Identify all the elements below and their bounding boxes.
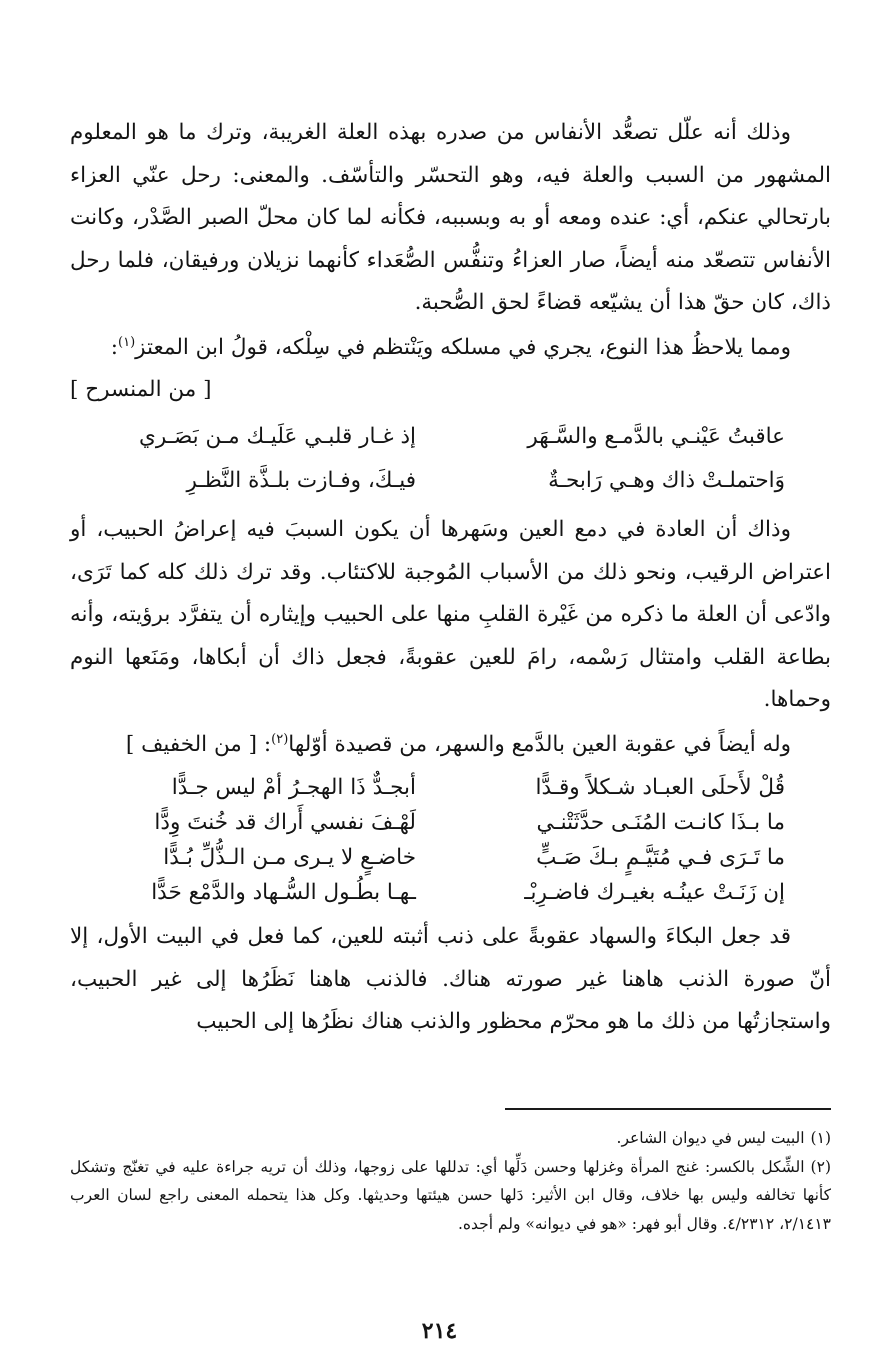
- verse: [70, 875, 831, 910]
- verse: [70, 415, 831, 459]
- poem-2: [70, 770, 831, 910]
- paragraph-3: وذاك أن العادة في دمع العين وسَهرها أن يكون السببَ فيه إعراضُ الحبيب، أو اعتراض الرقيب، ونحو ذلك من الأسباب المُوجبة للاكتئاب. وقد ترك ذلك كله كما تَرَى، وادّعى أن العلة ما ذكره من غَيْرة القلبِ منها على الحبيب وإيثاره أن يتفرَّد برؤيته، وأنه بطاعة القلب وامتثال رَسْمه، رامَ للعين عقوبةً، فجعل ذاك أن أبكاها، ومَنَعها النوم وحماها.: [70, 517, 831, 712]
- hemistich-second: ـهـا بطُـول السُّـهاد والدَّمْع حَدًّا: [151, 880, 416, 905]
- poem-1: [70, 415, 831, 503]
- footnote-ref-1[interactable]: (١): [118, 334, 136, 350]
- footnotes: [70, 1124, 831, 1238]
- main-text: [70, 112, 831, 1044]
- footnote-2: [70, 1153, 831, 1239]
- hemistich-first: وَاحتملـتْ ذاك وهـي رَابحـةٌ: [548, 468, 785, 493]
- footnote-divider: [505, 1108, 831, 1110]
- paragraph-2-colon: :: [110, 334, 119, 360]
- hemistich-first: إن زَنَـتْ عينُـه بغيـرك فاضـرِبْـ: [524, 880, 785, 905]
- paragraph-2: [70, 327, 831, 370]
- verse: [70, 770, 831, 805]
- meter-label-2: : [ من الخفيف ]: [125, 731, 272, 757]
- meter-label-text: [ من المنسرح ]: [70, 377, 212, 402]
- page-number: ٢١٤: [421, 1318, 458, 1344]
- footnote-text: البيت ليس في ديوان الشاعر.: [616, 1129, 805, 1147]
- paragraph-5: قد جعل البكاءَ والسهاد عقوبةً على ذنب أثبته للعين، كما فعل في البيت الأول، إلا أنّ صورة الذنب هاهنا غير صورته هناك. فالذنب هاهنا نَظَرُها إلى غير الحبيب، واستجازتُها من ذلك ما هو محرّم محظور والذنب هناك نظَرُها إلى الحبيب: [70, 924, 831, 1034]
- footnote-ref-2[interactable]: (٢): [271, 731, 289, 747]
- hemistich-second: خاضـعٍ لا يـرى مـن الـذُّلِّ بُـدًّا: [163, 845, 416, 870]
- hemistich-first: عاقبتُ عَيْنـي بالدَّمـع والسَّـهَر: [527, 424, 785, 449]
- paragraph-4-text: وله أيضاً في عقوبة العين بالدَّمع والسهر، من قصيدة أوّلها: [288, 731, 791, 757]
- hemistich-second: إذ غـار قلبـي عَلَيـك مـن بَصَـري: [139, 424, 416, 449]
- hemistich-first: ما بـذَا كانـت المُنَـى حدَّثَتْنـي: [536, 810, 785, 835]
- footnote-number: (٢): [810, 1157, 831, 1176]
- hemistich-second: فيـكَ، وفـازت بلـذَّة النَّظـرِ: [186, 468, 416, 493]
- footnote-text: الشِّكل بالكسر: غنج المرأة وغزلها وحسن دَلِّها أي: تدللها على زوجها، وذلك أن تريه جراءة عليه في تغنّج وتشكل كأنها تخالفه وليس بها خلاف، وقال ابن الأثير: دَلها حسن هيئتها وحديثها. وكل هذا يتحمله المعنى راجع لسان العرب ٢/١٤١٣، ٤/٢٣١٢. وقال أبو فهر: «هو في ديوانه» ولم أجده.: [70, 1157, 831, 1233]
- paragraph-1: وذلك أنه علّل تصعُّد الأنفاس من صدره بهذه العلة الغريبة، وترك ما هو المعلوم المشهور من السبب والعلة فيه، وهو التحسّر والتأسّف. والمعنى: رحل عنّي العزاء بارتحالي عنكم، أي: عنده ومعه أو به وبسببه، فكأنه لما كان محلّ الصبر الصَّدْر، وكانت الأنفاس تتصعّد منه أيضاً، صار العزاءُ وتنفُّس الصُّعَداء كأنهما نزيلان ورفيقان، فلما رحل ذاك، كان حقّ هذا أن يشيّعه قضاءً لحق الصُّحبة.: [70, 120, 831, 315]
- hemistich-first: ما تَـرَى فـي مُتَيَّـمٍ بـكَ صَـبٍّ: [536, 845, 785, 870]
- verse: [70, 805, 831, 840]
- footnote-number: (١): [810, 1129, 831, 1147]
- hemistich-second: لَهْـفَ نفسي أَراك قد خُنتَ وِدًّا: [154, 810, 416, 835]
- hemistich-second: أبجـدٌّ ذَا الهجـرُ أمْ ليس جـدًّا: [171, 775, 416, 800]
- paragraph-4: [70, 724, 831, 767]
- verse: [70, 840, 831, 875]
- meter-label-1: [70, 369, 831, 411]
- hemistich-first: قُلْ لأَحلَى العبـاد شـكلاً وقـدًّا: [535, 775, 785, 800]
- paragraph-2-text: ومما يلاحظُ هذا النوع، يجري في مسلكه ويَنْتظم في سِلْكه، قولُ ابن المعتز: [135, 334, 791, 360]
- verse: [70, 459, 831, 503]
- footnote-1: [70, 1124, 831, 1153]
